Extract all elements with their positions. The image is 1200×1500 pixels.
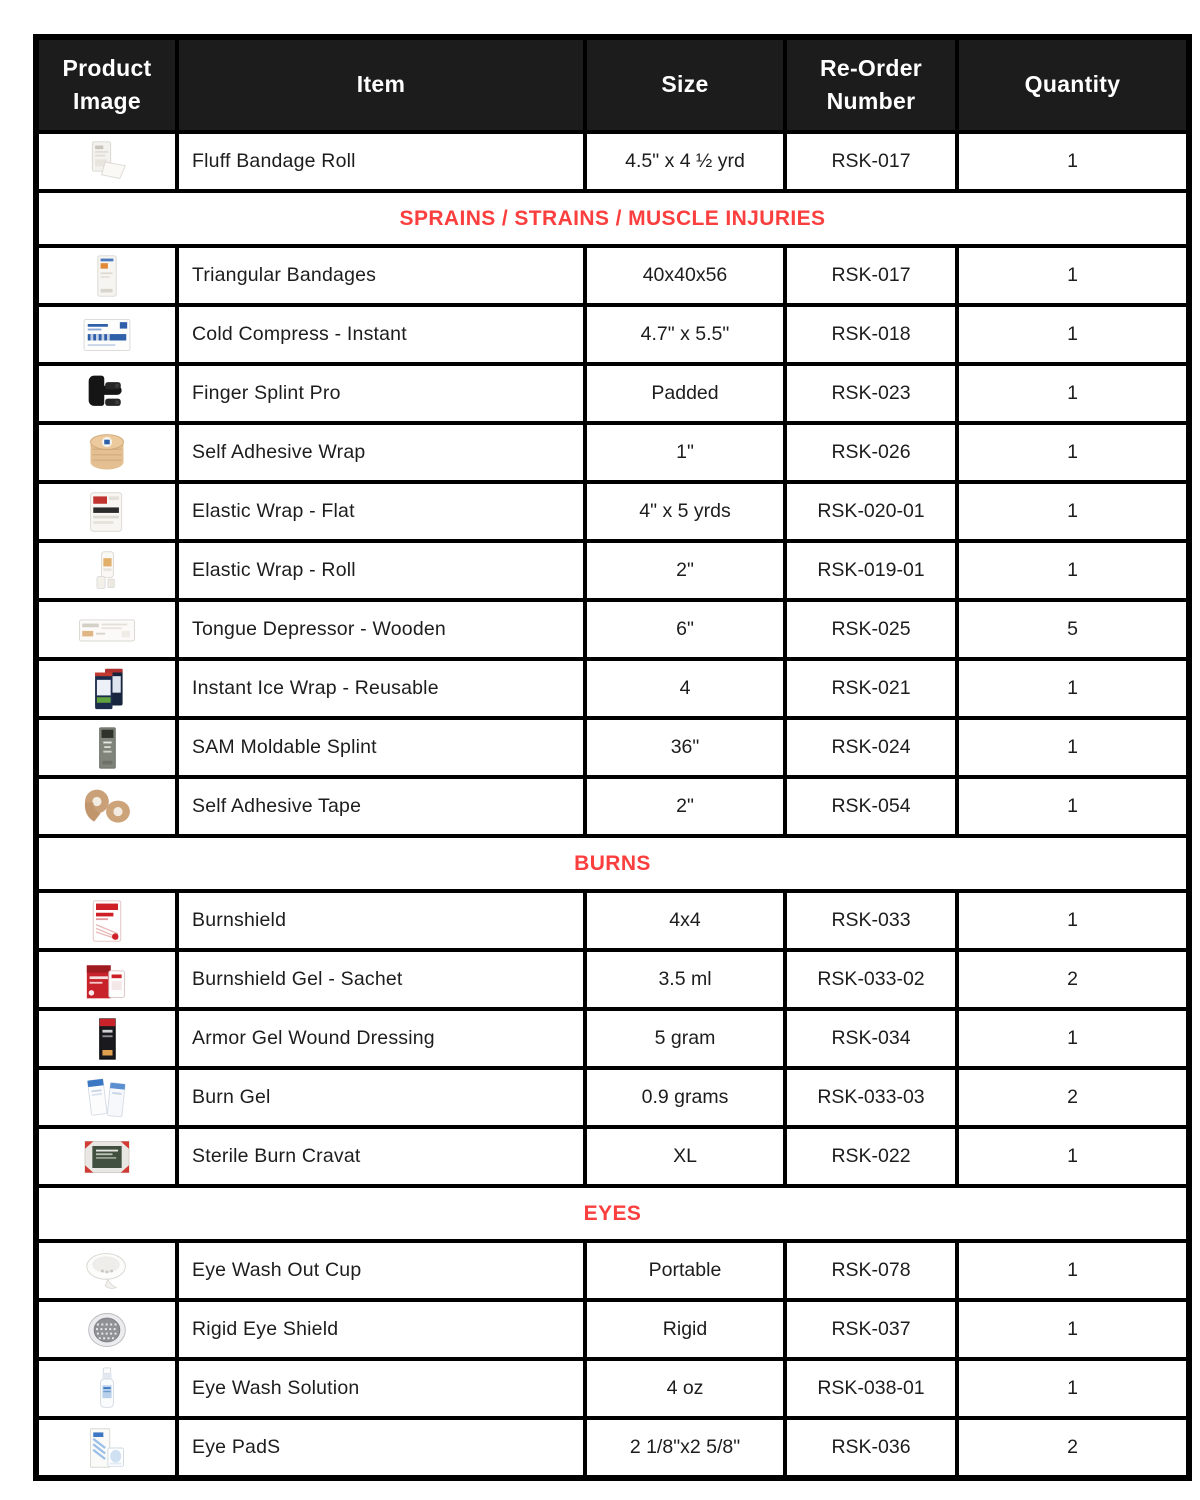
table-row bbox=[36, 891, 1189, 950]
item-reorder-number: RSK-033 bbox=[785, 891, 957, 950]
rigid-eye-shield-icon bbox=[39, 1308, 175, 1352]
product-image-cell bbox=[36, 777, 177, 836]
product-image-cell bbox=[36, 659, 177, 718]
table-row bbox=[36, 777, 1189, 836]
item-reorder-number: RSK-020-01 bbox=[785, 482, 957, 541]
item-reorder-number: RSK-019-01 bbox=[785, 541, 957, 600]
table-row bbox=[36, 1300, 1189, 1359]
armor-gel-icon bbox=[39, 1017, 175, 1061]
item-name: Elastic Wrap - Flat bbox=[177, 482, 585, 541]
item-reorder-number: RSK-021 bbox=[785, 659, 957, 718]
table-row bbox=[36, 364, 1189, 423]
item-reorder-number: RSK-037 bbox=[785, 1300, 957, 1359]
table-body bbox=[36, 132, 1189, 1478]
table-row bbox=[36, 1241, 1189, 1300]
item-size: 2 1/8"x2 5/8" bbox=[585, 1418, 785, 1478]
section-header-row bbox=[36, 836, 1189, 891]
product-image-cell bbox=[36, 1300, 177, 1359]
column-header-quantity: Quantity bbox=[957, 37, 1189, 132]
product-image-cell bbox=[36, 1068, 177, 1127]
item-quantity: 1 bbox=[957, 132, 1189, 191]
product-image-cell bbox=[36, 364, 177, 423]
item-name: Eye Wash Out Cup bbox=[177, 1241, 585, 1300]
item-quantity: 1 bbox=[957, 305, 1189, 364]
item-reorder-number: RSK-033-03 bbox=[785, 1068, 957, 1127]
item-quantity: 1 bbox=[957, 541, 1189, 600]
item-size: 40x40x56 bbox=[585, 246, 785, 305]
section-header-label: BURNS bbox=[36, 836, 1189, 891]
item-size: Portable bbox=[585, 1241, 785, 1300]
item-reorder-number: RSK-017 bbox=[785, 246, 957, 305]
item-reorder-number: RSK-038-01 bbox=[785, 1359, 957, 1418]
item-size: 2" bbox=[585, 541, 785, 600]
item-name: Armor Gel Wound Dressing bbox=[177, 1009, 585, 1068]
item-name: Sterile Burn Cravat bbox=[177, 1127, 585, 1186]
first-aid-contents-table bbox=[33, 34, 1192, 1481]
item-size: 6" bbox=[585, 600, 785, 659]
product-image-cell bbox=[36, 132, 177, 191]
item-reorder-number: RSK-017 bbox=[785, 132, 957, 191]
item-name: Finger Splint Pro bbox=[177, 364, 585, 423]
product-image-cell bbox=[36, 1418, 177, 1478]
item-size: 4.5" x 4 ½ yrd bbox=[585, 132, 785, 191]
item-reorder-number: RSK-036 bbox=[785, 1418, 957, 1478]
item-quantity: 1 bbox=[957, 777, 1189, 836]
item-size: XL bbox=[585, 1127, 785, 1186]
item-name: Cold Compress - Instant bbox=[177, 305, 585, 364]
column-header-size: Size bbox=[585, 37, 785, 132]
item-size: 36" bbox=[585, 718, 785, 777]
product-image-cell bbox=[36, 950, 177, 1009]
item-size: 3.5 ml bbox=[585, 950, 785, 1009]
table-header bbox=[36, 37, 1189, 132]
item-size: 4 oz bbox=[585, 1359, 785, 1418]
product-image-cell bbox=[36, 246, 177, 305]
item-name: Rigid Eye Shield bbox=[177, 1300, 585, 1359]
item-quantity: 1 bbox=[957, 659, 1189, 718]
product-image-cell bbox=[36, 891, 177, 950]
product-image-cell bbox=[36, 423, 177, 482]
table-row bbox=[36, 1359, 1189, 1418]
item-reorder-number: RSK-034 bbox=[785, 1009, 957, 1068]
burnshield-icon bbox=[39, 899, 175, 943]
product-image-cell bbox=[36, 600, 177, 659]
item-reorder-number: RSK-026 bbox=[785, 423, 957, 482]
item-quantity: 1 bbox=[957, 891, 1189, 950]
item-name: Self Adhesive Tape bbox=[177, 777, 585, 836]
tongue-depressor-icon bbox=[39, 608, 175, 652]
triangular-bandage-icon bbox=[39, 254, 175, 298]
item-size: 4.7" x 5.5" bbox=[585, 305, 785, 364]
item-quantity: 1 bbox=[957, 246, 1189, 305]
elastic-wrap-roll-icon bbox=[39, 549, 175, 593]
column-header-item: Item bbox=[177, 37, 585, 132]
table-row bbox=[36, 305, 1189, 364]
item-quantity: 5 bbox=[957, 600, 1189, 659]
table-row bbox=[36, 246, 1189, 305]
item-name: Eye Wash Solution bbox=[177, 1359, 585, 1418]
item-size: 4" x 5 yrds bbox=[585, 482, 785, 541]
burn-cravat-icon bbox=[39, 1135, 175, 1179]
item-quantity: 1 bbox=[957, 364, 1189, 423]
column-header-reorder-number: Re-Order Number bbox=[785, 37, 957, 132]
product-image-cell bbox=[36, 1009, 177, 1068]
self-adhesive-wrap-icon bbox=[39, 431, 175, 475]
item-size: 0.9 grams bbox=[585, 1068, 785, 1127]
elastic-wrap-flat-icon bbox=[39, 490, 175, 534]
section-header-row bbox=[36, 1186, 1189, 1241]
eye-wash-solution-icon bbox=[39, 1367, 175, 1411]
table-row bbox=[36, 950, 1189, 1009]
ice-wrap-icon bbox=[39, 667, 175, 711]
product-image-cell bbox=[36, 482, 177, 541]
item-name: SAM Moldable Splint bbox=[177, 718, 585, 777]
section-header-label: EYES bbox=[36, 1186, 1189, 1241]
table-row bbox=[36, 1418, 1189, 1478]
table-row bbox=[36, 1068, 1189, 1127]
item-quantity: 1 bbox=[957, 1241, 1189, 1300]
column-header-product-image: Product Image bbox=[36, 37, 177, 132]
table-row bbox=[36, 600, 1189, 659]
table-row bbox=[36, 1009, 1189, 1068]
item-reorder-number: RSK-033-02 bbox=[785, 950, 957, 1009]
cold-compress-icon bbox=[39, 313, 175, 357]
item-name: Elastic Wrap - Roll bbox=[177, 541, 585, 600]
table-row bbox=[36, 541, 1189, 600]
product-image-cell bbox=[36, 718, 177, 777]
product-image-cell bbox=[36, 541, 177, 600]
eye-pads-icon bbox=[39, 1426, 175, 1470]
item-size: 4x4 bbox=[585, 891, 785, 950]
item-reorder-number: RSK-023 bbox=[785, 364, 957, 423]
item-size: Padded bbox=[585, 364, 785, 423]
item-reorder-number: RSK-078 bbox=[785, 1241, 957, 1300]
table-row bbox=[36, 423, 1189, 482]
item-size: 2" bbox=[585, 777, 785, 836]
table-row bbox=[36, 482, 1189, 541]
item-quantity: 2 bbox=[957, 1068, 1189, 1127]
product-image-cell bbox=[36, 1359, 177, 1418]
item-name: Instant Ice Wrap - Reusable bbox=[177, 659, 585, 718]
section-header-label: SPRAINS / STRAINS / MUSCLE INJURIES bbox=[36, 191, 1189, 246]
table-row bbox=[36, 132, 1189, 191]
item-name: Triangular Bandages bbox=[177, 246, 585, 305]
self-adhesive-tape-icon bbox=[39, 785, 175, 829]
sam-splint-icon bbox=[39, 726, 175, 770]
item-size: Rigid bbox=[585, 1300, 785, 1359]
table-row bbox=[36, 659, 1189, 718]
fluff-bandage-roll-icon bbox=[39, 140, 175, 184]
finger-splint-icon bbox=[39, 372, 175, 416]
item-quantity: 1 bbox=[957, 1300, 1189, 1359]
section-header-row bbox=[36, 191, 1189, 246]
item-reorder-number: RSK-024 bbox=[785, 718, 957, 777]
item-name: Burn Gel bbox=[177, 1068, 585, 1127]
item-reorder-number: RSK-018 bbox=[785, 305, 957, 364]
item-name: Fluff Bandage Roll bbox=[177, 132, 585, 191]
item-name: Burnshield bbox=[177, 891, 585, 950]
item-size: 1" bbox=[585, 423, 785, 482]
item-size: 4 bbox=[585, 659, 785, 718]
item-name: Tongue Depressor - Wooden bbox=[177, 600, 585, 659]
item-quantity: 1 bbox=[957, 1359, 1189, 1418]
burnshield-gel-icon bbox=[39, 958, 175, 1002]
item-quantity: 2 bbox=[957, 950, 1189, 1009]
eye-wash-cup-icon bbox=[39, 1249, 175, 1293]
item-name: Self Adhesive Wrap bbox=[177, 423, 585, 482]
table-row bbox=[36, 1127, 1189, 1186]
product-image-cell bbox=[36, 305, 177, 364]
item-quantity: 2 bbox=[957, 1418, 1189, 1478]
item-reorder-number: RSK-054 bbox=[785, 777, 957, 836]
item-name: Eye PadS bbox=[177, 1418, 585, 1478]
item-quantity: 1 bbox=[957, 1127, 1189, 1186]
product-image-cell bbox=[36, 1241, 177, 1300]
item-quantity: 1 bbox=[957, 1009, 1189, 1068]
item-quantity: 1 bbox=[957, 718, 1189, 777]
item-name: Burnshield Gel - Sachet bbox=[177, 950, 585, 1009]
header-row bbox=[36, 37, 1189, 132]
item-reorder-number: RSK-022 bbox=[785, 1127, 957, 1186]
item-quantity: 1 bbox=[957, 482, 1189, 541]
item-quantity: 1 bbox=[957, 423, 1189, 482]
item-size: 5 gram bbox=[585, 1009, 785, 1068]
product-image-cell bbox=[36, 1127, 177, 1186]
item-reorder-number: RSK-025 bbox=[785, 600, 957, 659]
table-row bbox=[36, 718, 1189, 777]
burn-gel-icon bbox=[39, 1076, 175, 1120]
